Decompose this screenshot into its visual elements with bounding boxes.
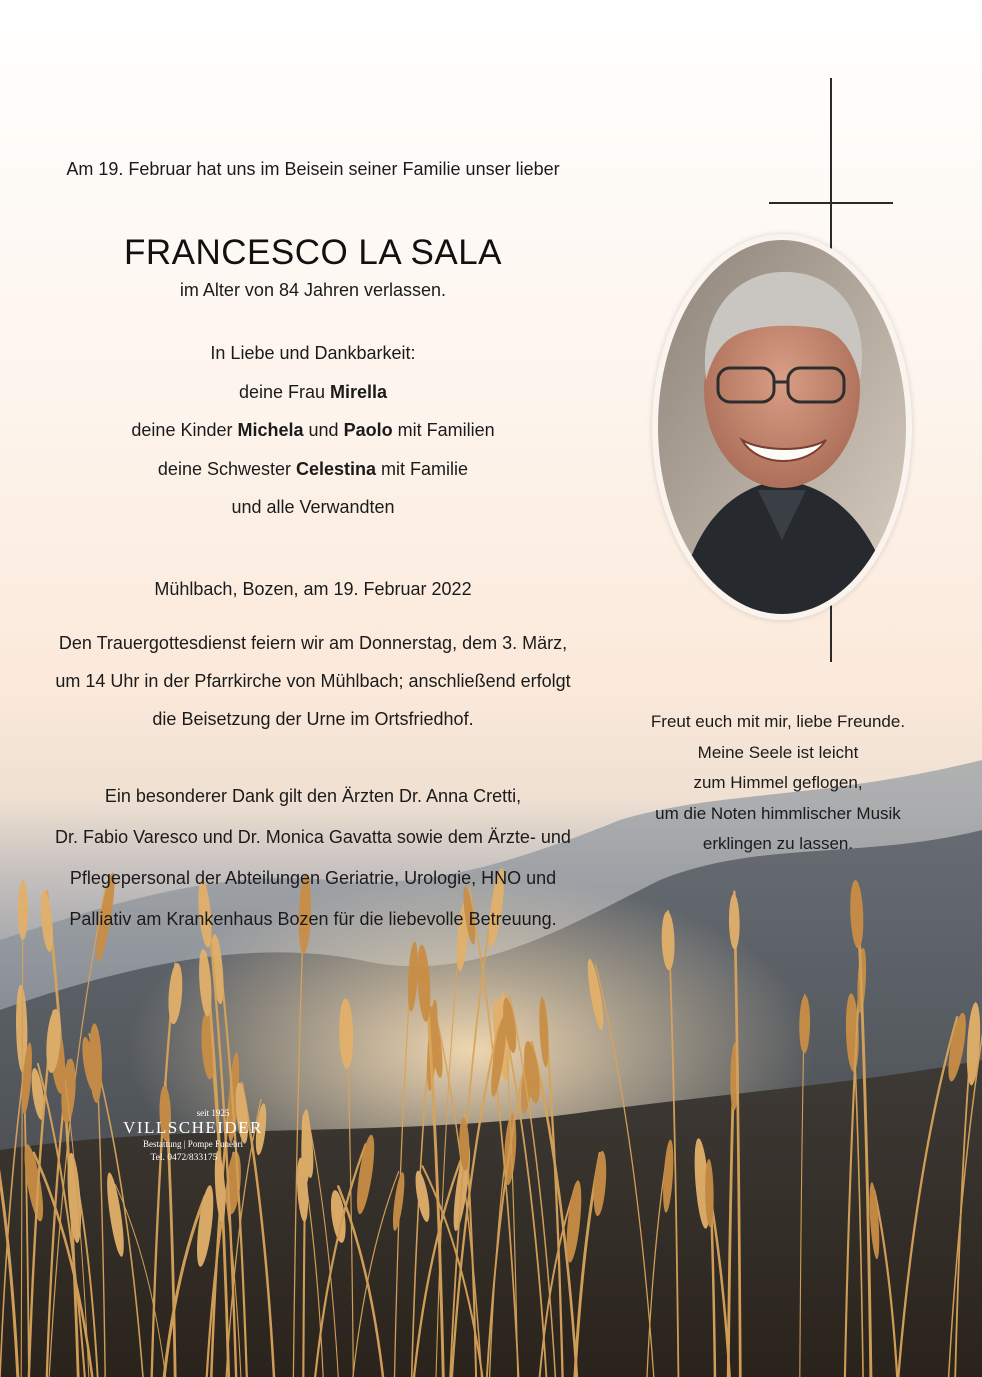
service-info (40, 624, 586, 738)
poem (628, 707, 928, 860)
portrait-photo (658, 240, 906, 614)
thanks-text (30, 776, 596, 940)
mourner-sister-label: deine Schwester (157, 458, 296, 479)
logo-since: seit 1925 (196, 1108, 230, 1118)
mourner-wife-name: Mirella (330, 381, 388, 402)
mourner-children-and: und (303, 420, 344, 440)
poem-line: erklingen zu lassen. (702, 834, 854, 853)
mourner-child-1: Michela (237, 420, 304, 440)
thanks-line: Ein besonderer Dank gilt den Ärzten Dr. Anna Cretti, (104, 786, 522, 806)
mourners-heading: In Liebe und Dankbarkeit: (210, 343, 416, 363)
poem-line: zum Himmel geflogen, (693, 773, 863, 792)
mourner-relatives: und alle Verwandten (231, 497, 395, 517)
service-line: die Beisetzung der Urne im Ortsfriedhof. (152, 709, 474, 729)
thanks-line: Dr. Fabio Varesco und Dr. Monica Gavatta sowie dem Ärzte- und (55, 827, 571, 847)
poem-line: Meine Seele ist leicht (697, 742, 859, 762)
logo-subtitle: Bestattung | Pompe Funebri (142, 1139, 244, 1149)
cross-horizontal (769, 202, 893, 204)
mourner-sister-name: Celestina (296, 458, 377, 479)
thanks-line: Pflegepersonal der Abteilungen Geriatrie, Urologie, HNO und (69, 868, 557, 888)
service-line: Den Trauergottesdienst feiern wir am Donnerstag, dem 3. März, (58, 633, 568, 653)
thanks-line: Palliativ am Krankenhaus Bozen für die liebevolle Betreuung. (69, 909, 557, 929)
service-line: um 14 Uhr in der Pfarrkirche von Mühlbach; anschließend erfolgt (55, 671, 571, 691)
age-line: im Alter von 84 Jahren verlassen. (179, 280, 447, 300)
mourner-wife (40, 373, 586, 412)
mourner-sister-suffix: mit Familie (376, 458, 469, 479)
intro-line: Am 19. Februar hat uns im Beisein seiner Familie unser lieber (66, 159, 560, 179)
logo-brand: VILLSCHEIDER (123, 1118, 263, 1137)
mourner-children-suffix: mit Familien (392, 420, 495, 440)
mourner-children-label: deine Kinder (131, 420, 238, 440)
poem-line: um die Noten himmlischer Musik (655, 803, 901, 823)
poem-line: Freut euch mit mir, liebe Freunde. (650, 712, 906, 731)
mourner-wife-label: deine Frau (238, 381, 331, 402)
mourners-list (40, 334, 586, 527)
deceased-name: FRANCESCO LA SALA (123, 233, 503, 272)
funeral-home-logo (118, 1108, 268, 1163)
place-date: Mühlbach, Bozen, am 19. Februar 2022 (154, 579, 472, 599)
mourner-children (40, 411, 586, 450)
logo-phone: Tel. 0472/833175 (150, 1153, 218, 1163)
mourner-sister (40, 450, 586, 489)
mourner-child-2: Paolo (343, 420, 393, 440)
